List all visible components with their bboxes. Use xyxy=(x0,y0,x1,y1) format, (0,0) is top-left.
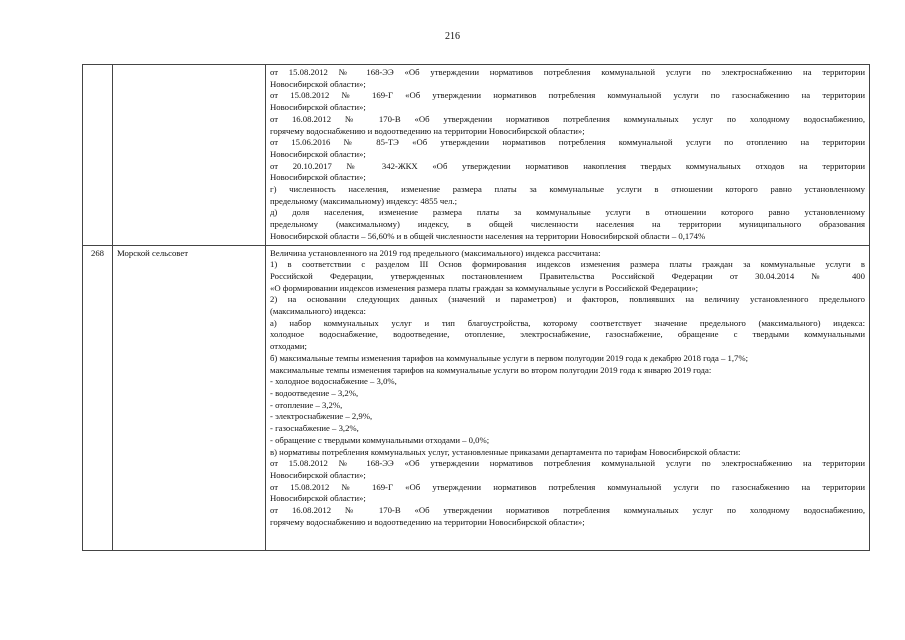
text-line: холодное водоснабжение, водоотведение, отопление, электроснабжение, газоснабжение, обращение с твердыми коммунальными xyxy=(270,329,865,340)
text-line: Новосибирской области»; xyxy=(270,102,366,113)
text-line: б) максимальные темпы изменения тарифов на коммунальные услуги в первом полугодии 2019 года к декабрю 2018 года – 1,7%; xyxy=(270,352,749,363)
text-line: - холодное водоснабжение – 3,0%, xyxy=(270,376,397,387)
text-line: 2) на основании следующих данных (значений и параметров) и факторов, повлиявших на величину установленного предельного xyxy=(270,294,865,305)
text-line: Новосибирской области»; xyxy=(270,493,366,504)
table-row xyxy=(83,245,870,550)
text-line: от 15.08.2012 № 169-Г «Об утверждении нормативов потребления коммунальной услуги по газоснабжению на территории xyxy=(270,481,865,492)
text-line: д) доля населения, изменение размера платы за коммунальные услуги в отношении которого равно установленному xyxy=(270,207,865,218)
text-line: Российской Федерации, утвержденных постановлением Правительства Российской Федерации от 30.04.2014 № 400 xyxy=(270,270,865,281)
text-line: отходами; xyxy=(270,341,307,352)
text-line: г) численность населения, изменение размера платы за коммунальные услуги в отношении которого равно установленному xyxy=(270,184,865,195)
text-line: от 15.06.2016 № 85-ТЭ «Об утверждении нормативов потребления коммунальной услуги по отоплению на территории xyxy=(270,137,865,148)
text-line: в) нормативы потребления коммунальных услуг, установленные приказами департамента по тарифам Новосибирской области: xyxy=(270,446,741,457)
calculation-details-cell xyxy=(266,245,870,550)
text-line: предельному (максимальному) индексу, в общей численности населения на территории муниципального образования xyxy=(270,219,865,230)
text-line: горячему водоснабжению и водоотведению на территории Новосибирской области»; xyxy=(270,125,585,136)
text-line: - электроснабжение – 2,9%, xyxy=(270,411,373,422)
text-line: горячему водоснабжению и водоотведению на территории Новосибирской области»; xyxy=(270,516,585,527)
text-line: от 20.10.2017 № 342-ЖКХ «Об утверждении нормативов накопления твердых коммунальных отходов на территории xyxy=(270,160,865,171)
row-number-cell: 268 xyxy=(83,245,113,550)
text-line: от 15.08.2012 № 168-ЭЭ «Об утверждении нормативов потребления коммунальной услуги по электроснабжению на территории xyxy=(270,67,865,77)
text-line: от 16.08.2012 № 170-В «Об утверждении нормативов потребления коммунальных услуг по холодному водоснабжению, xyxy=(270,113,865,124)
text-line: - обращение с твердыми коммунальными отходами – 0,0%; xyxy=(270,434,490,445)
text-line: от 16.08.2012 № 170-В «Об утверждении нормативов потребления коммунальных услуг по холодному водоснабжению, xyxy=(270,505,865,516)
text-line: максимальные темпы изменения тарифов на коммунальные услуги во втором полугодии 2019 года к январю 2019 года: xyxy=(270,364,712,375)
row-number-cell xyxy=(83,65,113,246)
text-line: - водоотведение – 3,2%, xyxy=(270,387,359,398)
municipality-name-cell: Морской сельсовет xyxy=(113,245,266,550)
text-line: Новосибирской области»; xyxy=(270,78,366,89)
text-line: Новосибирской области»; xyxy=(270,148,366,159)
page-number: 216 xyxy=(445,31,460,42)
text-line: - газоснабжение – 3,2%, xyxy=(270,423,359,434)
table-body xyxy=(83,65,870,551)
text-line: Новосибирской области»; xyxy=(270,172,366,183)
calculation-details-cell xyxy=(266,65,870,246)
municipality-name-cell xyxy=(113,65,266,246)
text-line: 1) в соответствии с разделом III Основ формирования индексов изменения размера платы граждан за коммунальные услуги в xyxy=(270,259,865,270)
text-line: Величина установленного на 2019 год предельного (максимального) индекса рассчитана: xyxy=(270,247,601,258)
text-line: а) набор коммунальных услуг и тип благоустройства, которому соответствует значение предельного (максимального) индекса: xyxy=(270,317,865,328)
text-line: «О формировании индексов изменения размера платы граждан за коммунальные услуги в Российской Федерации»; xyxy=(270,282,699,293)
table-row xyxy=(83,65,870,246)
text-line: (максимального) индекса: xyxy=(270,306,366,317)
document-table xyxy=(82,64,870,551)
text-line: Новосибирской области – 56,60% и в общей численности населения на территории Новосибирской области – 0,174% xyxy=(270,230,706,241)
text-line: Новосибирской области»; xyxy=(270,469,366,480)
text-line: предельному (максимальному) индексу: 4855 чел.; xyxy=(270,195,458,206)
text-line: от 15.08.2012 № 169-Г «Об утверждении нормативов потребления коммунальной услуги по газоснабжению на территории xyxy=(270,90,865,101)
text-line: от 15.08.2012 № 168-ЭЭ «Об утверждении нормативов потребления коммунальной услуги по электроснабжению на территории xyxy=(270,458,865,469)
text-line: - отопление – 3,2%, xyxy=(270,399,343,410)
